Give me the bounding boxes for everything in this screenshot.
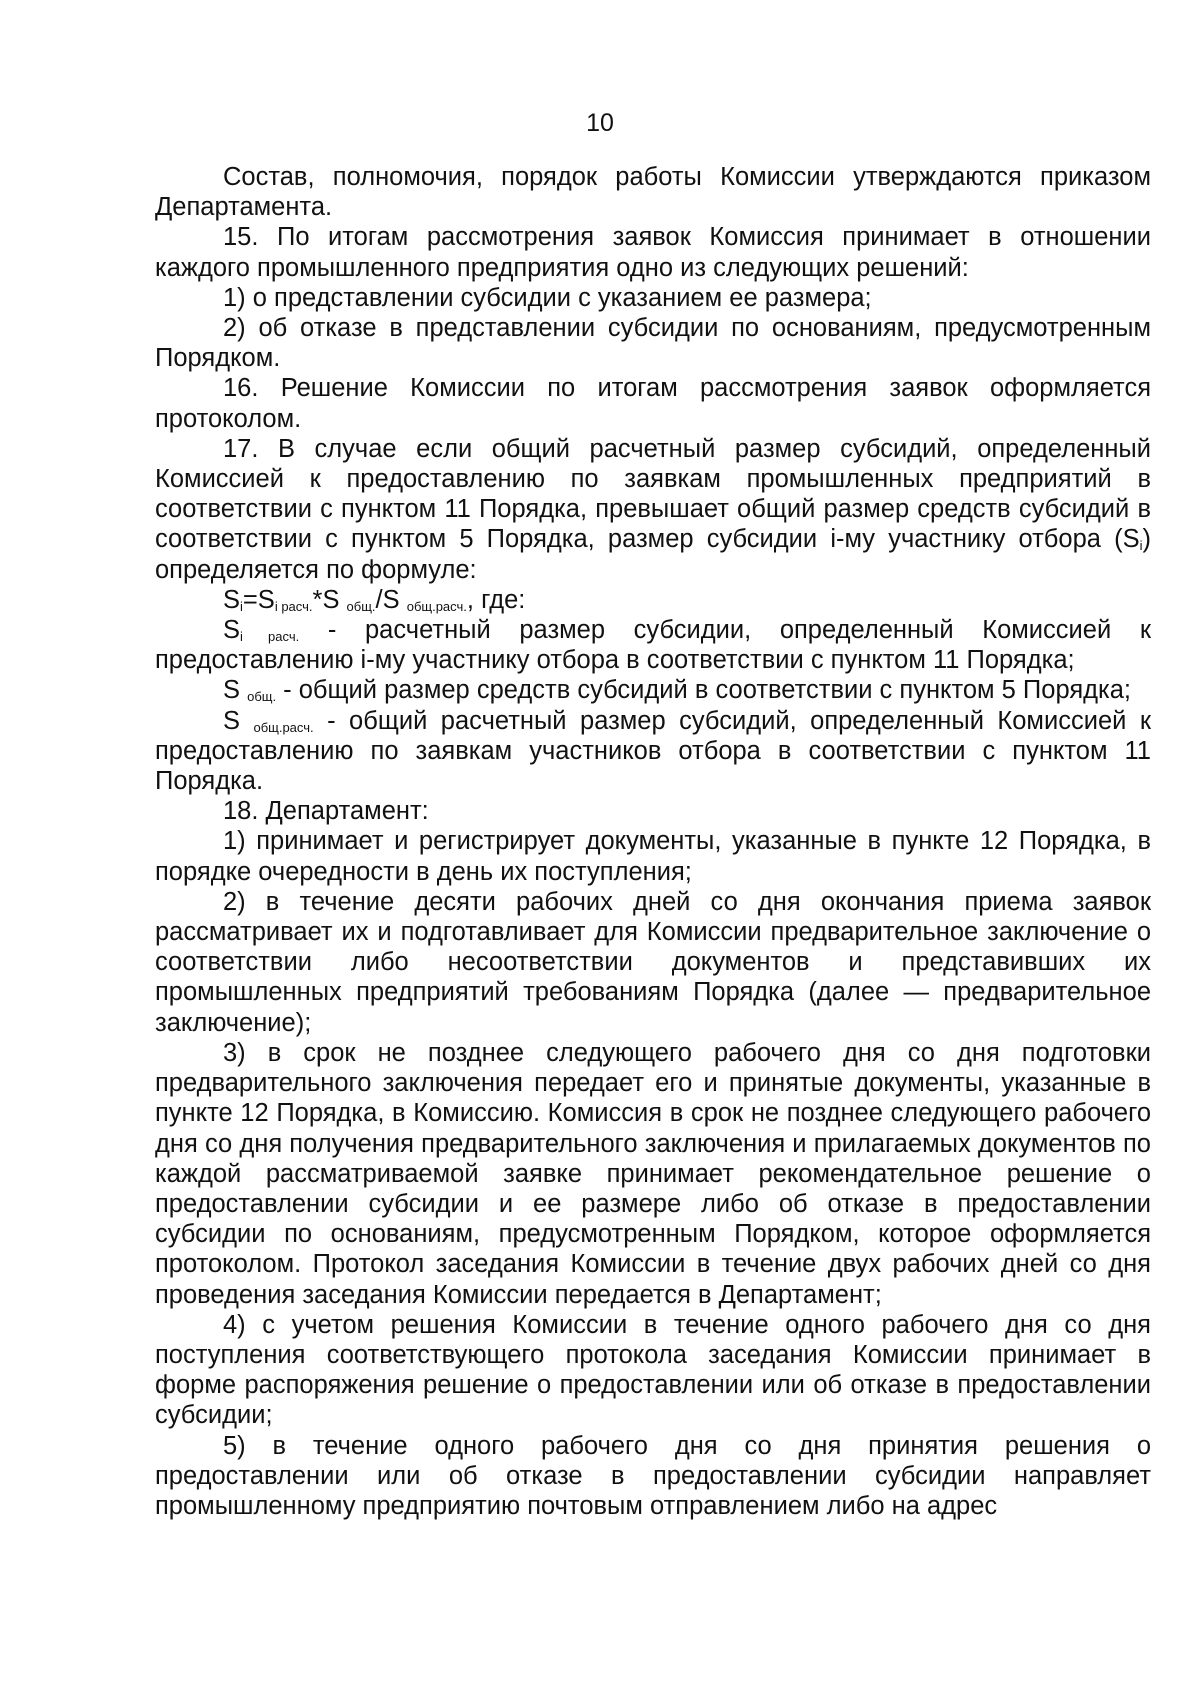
definition-s-i-calc-symbol: S bbox=[223, 616, 241, 645]
definition-s-total bbox=[155, 675, 1151, 705]
definition-s-total-sub: общ. bbox=[247, 689, 277, 705]
definition-s-i-calc-sub: i расч. bbox=[240, 629, 300, 645]
paragraph-18-item-1: 1) принимает и регистрирует документы, указанные в пункте 12 Порядка, в порядке очередности в день их поступления; bbox=[155, 827, 1151, 886]
paragraph-18-item-3: 3) в срок не позднее следующего рабочего дня со дня подготовки предварительного заключения передает его и принятые документы, указанные в пункте 12 Порядка, в Комиссию. Комиссия в срок не позднее следующего рабочего дня со дня получения предварительного заключения и прилагаемых документов по каждой рассматриваемой заявке принимает рекомендательное решение о предоставлении субсидии и ее размере либо об отказе в предоставлении субсидии по основаниям, предусмотренным Порядком, которое оформляется протоколом. Протокол заседания Комиссии в течение двух рабочих дней со дня проведения заседания Комиссии передается в Департамент; bbox=[155, 1038, 1151, 1309]
paragraph-15: 15. По итогам рассмотрения заявок Комиссия принимает в отношении каждого промышленного предприятия одно из следующих решений: bbox=[155, 223, 1151, 282]
definition-s-total-text: - общий размер средств субсидий в соответствии с пунктом 5 Порядка; bbox=[276, 676, 1132, 705]
paragraph-18-item-2: 2) в течение десяти рабочих дней со дня окончания приема заявок рассматривает их и подготавливает для Комиссии предварительное заключение о соответствии либо несоответствии документов и представивших их промышленных предприятий требованиям Порядка (далее — предварительное заключение); bbox=[155, 887, 1151, 1037]
formula-eq-s: =S bbox=[242, 585, 275, 614]
page-number: 10 bbox=[586, 109, 614, 137]
paragraph-17-text: 17. В случае если общий расчетный размер субсидий, определенный Комиссией к предоставлению по заявкам промышленных предприятий в соответствии с пунктом 11 Порядка, превышает общий размер средств субсидий в соответствии с пунктом 5 Порядка, размер субсидии i-му участнику отбора (S bbox=[155, 434, 1151, 554]
paragraph-commission-composition: Состав, полномочия, порядок работы Комиссии утверждаются приказом Департамента. bbox=[155, 163, 1151, 222]
formula-sub-total-calc: общ.расч. bbox=[406, 598, 467, 614]
subscript-i: i bbox=[1139, 538, 1143, 554]
paragraph-15-item-2: 2) об отказе в представлении субсидии по основаниям, предусмотренным Порядком. bbox=[155, 314, 1151, 373]
formula-where: , где: bbox=[466, 585, 526, 614]
formula bbox=[155, 585, 1151, 615]
formula-sub-i: i bbox=[240, 598, 243, 614]
definition-s-total-calc-symbol: S bbox=[223, 706, 254, 735]
formula-s: S bbox=[223, 585, 241, 614]
paragraph-16: 16. Решение Комиссии по итогам рассмотрения заявок оформляется протоколом. bbox=[155, 374, 1151, 433]
definition-s-total-calc-text: - общий расчетный размер субсидий, определенный Комиссией к предоставлению по заявкам участников отбора в соответствии с пунктом 11 Порядка. bbox=[155, 706, 1151, 796]
paragraph-18-item-4: 4) с учетом решения Комиссии в течение одного рабочего дня со дня поступления соответствующего протокола заседания Комиссии принимает в форме распоряжения решение о предоставлении или об отказе в предоставлении субсидии; bbox=[155, 1310, 1151, 1430]
formula-div-s: /S bbox=[375, 585, 407, 614]
paragraph-15-item-1: 1) о представлении субсидии с указанием ее размера; bbox=[223, 283, 872, 312]
definition-s-i-calc-text: - расчетный размер субсидии, определенный Комиссией к предоставлению i-му участнику отбора в соответствии с пунктом 11 Порядка; bbox=[155, 616, 1151, 675]
formula-mul-s: *S bbox=[312, 585, 347, 614]
formula-sub-total: общ. bbox=[346, 598, 376, 614]
definition-s-total-calc-sub: общ.расч. bbox=[253, 719, 314, 735]
document-body bbox=[155, 162, 1151, 1521]
definition-s-i-calc bbox=[155, 615, 1151, 675]
definition-s-total-symbol: S bbox=[223, 676, 248, 705]
paragraph-18: 18. Департамент: bbox=[223, 797, 429, 826]
definition-s-total-calc bbox=[155, 706, 1151, 797]
paragraph-17 bbox=[155, 434, 1151, 585]
paragraph-17-tail: ) определяется по формуле: bbox=[155, 525, 1151, 584]
formula-sub-i-calc: i расч. bbox=[274, 598, 313, 614]
paragraph-18-item-5: 5) в течение одного рабочего дня со дня принятия решения о предоставлении или об отказе в предоставлении субсидии направляет промышленному предприятию почтовым отправлением либо на адрес bbox=[155, 1431, 1151, 1520]
